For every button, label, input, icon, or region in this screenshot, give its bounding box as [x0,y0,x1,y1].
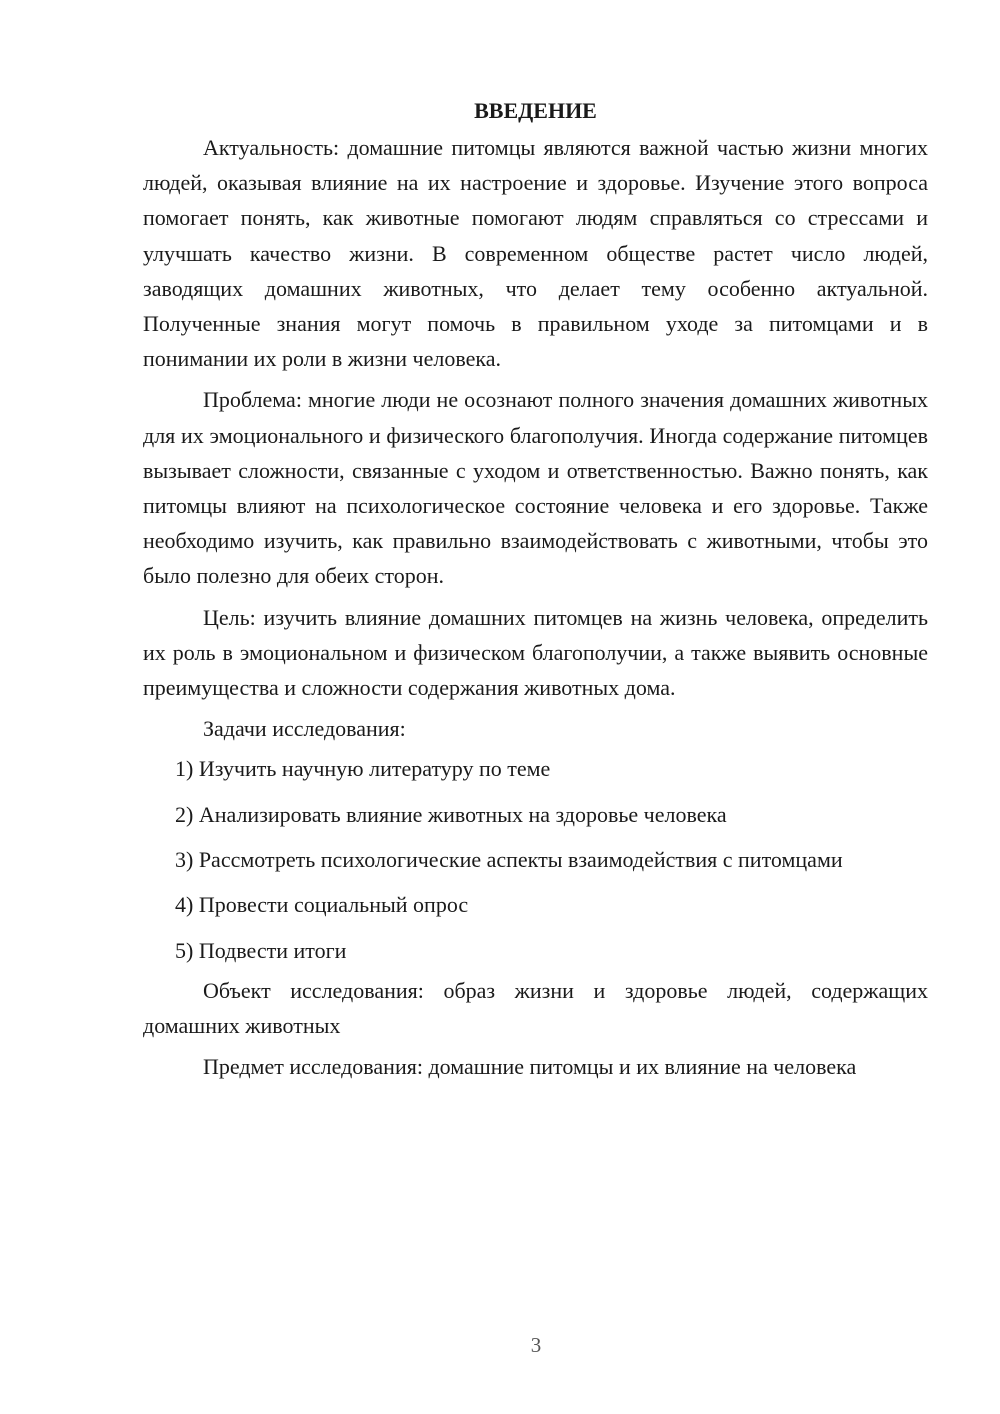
task-item: 4) Провести социальный опрос [175,892,469,918]
goal-paragraph: Цель: изучить влияние домашних питомцев на жизнь человека, определить их роль в эмоциональном и физическом благополучии, а также выявить основные преимущества и сложности содержания животных дома. [143,604,928,701]
task-item: 3) Рассмотреть психологические аспекты взаимодействия с питомцами [175,847,843,873]
task-item: 5) Подвести итоги [175,937,347,963]
page-number: 3 [530,1333,542,1357]
tasks-list [143,746,928,972]
relevance-paragraph: Актуальность: домашние питомцы являются важной частью жизни многих людей, оказывая влияние на их настроение и здоровье. Изучение этого вопроса помогает понять, как животные помогают людям справляться со стрессами и улучшать качество жизни. В современном обществе растет число людей, заводящих домашних животных, что делает тему особенно актуальной. Полученные знания могут помочь в правильном уходе за питомцами и в понимании их роли в жизни человека. [143,135,928,372]
document-body [143,96,928,1085]
task-item: 2) Анализировать влияние животных на здоровье человека [175,801,727,827]
object-paragraph: Объект исследования: образ жизни и здоровье людей, содержащих домашних животных [143,977,928,1039]
section-title: ВВЕДЕНИЕ [474,98,597,123]
tasks-heading: Задачи исследования: [203,716,406,742]
subject-paragraph: Предмет исследования: домашние питомцы и их влияние на человека [203,1054,857,1080]
problem-paragraph: Проблема: многие люди не осознают полного значения домашних животных для их эмоционального и физического благополучия. Иногда содержание питомцев вызывает сложности, связанные с уходом и ответственностью. Важно понять, как питомцы влияют на психологическое состояние человека и его здоровье. Также необходимо изучить, как правильно взаимодействовать с животными, чтобы это было полезно для обеих сторон. [143,387,928,589]
task-item: 1) Изучить научную литературу по теме [175,756,551,782]
